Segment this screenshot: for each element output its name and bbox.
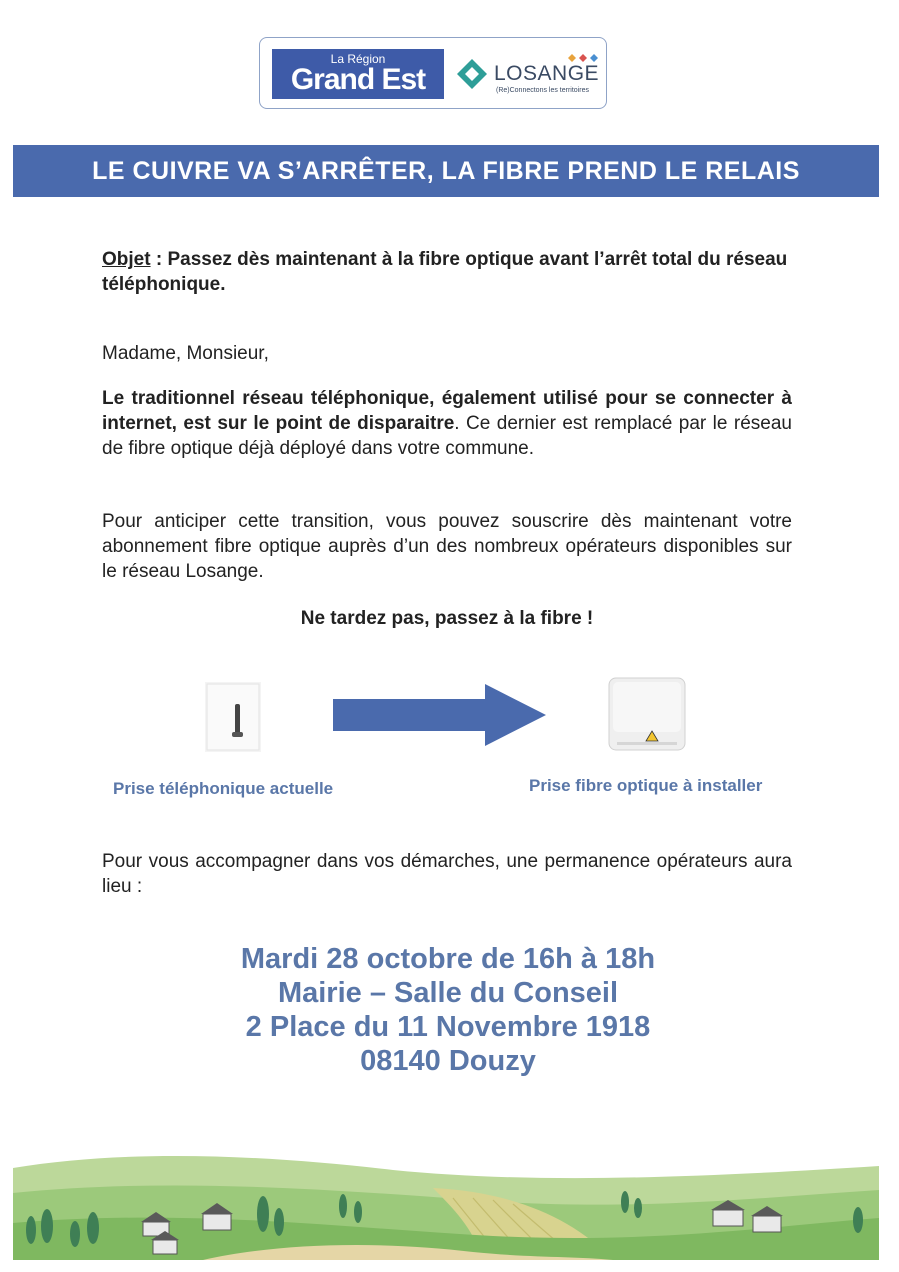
phone-socket-image — [205, 682, 261, 752]
event-details — [150, 942, 746, 1078]
page-title: LE CUIVRE VA S’ARRÊTER, LA FIBRE PREND LE RELAIS — [13, 145, 879, 197]
event-datetime: Mardi 28 octobre de 16h à 18h — [240, 943, 656, 975]
paragraph-3: Pour vous accompagner dans vos démarches, une permanence opérateurs aura lieu : — [102, 851, 792, 897]
partner-logos — [259, 37, 607, 109]
paragraph-1-bold: Le traditionnel réseau téléphonique, également utilisé pour se connecter à internet, est sur le point de disparaitre — [102, 388, 792, 434]
greeting: Madame, Monsieur, — [102, 343, 269, 364]
arrow-right-icon — [333, 684, 546, 746]
phone-caption: Prise téléphonique actuelle — [113, 779, 334, 798]
losange-tagline: (Re)Connectons les territoires — [496, 87, 589, 94]
fiber-caption: Prise fibre optique à installer — [529, 776, 763, 795]
objet-text: Passez dès maintenant à la fibre optique avant l’arrêt total du réseau téléphonique. — [102, 249, 788, 295]
landscape-illustration — [13, 1148, 879, 1260]
objet-separator: : — [150, 249, 168, 270]
paragraph-2: Pour anticiper cette transition, vous pouvez souscrire dès maintenant votre abonnement fibre optique auprès d’un des nombreux opérateurs disponibles sur le réseau Losange. — [102, 511, 792, 582]
objet-line — [102, 247, 792, 297]
paragraph-1-rest: . Ce dernier est remplacé par le réseau de fibre optique déjà déployé dans votre commune. — [102, 413, 793, 459]
region-big-text: Grand Est — [290, 63, 426, 96]
event-address: 2 Place du 11 Novembre 1918 — [245, 1011, 651, 1043]
objet-label: Objet — [102, 249, 151, 270]
event-city: 08140 Douzy — [360, 1045, 536, 1077]
losange-name: LOSANGE — [494, 62, 600, 85]
fiber-socket-image — [607, 676, 687, 752]
call-to-action: Ne tardez pas, passez à la fibre ! — [300, 608, 594, 629]
event-place: Mairie – Salle du Conseil — [277, 977, 619, 1009]
losange-diamond-icon — [456, 58, 488, 90]
paragraph-1 — [102, 386, 792, 461]
region-small-text: La Région — [330, 52, 386, 66]
losange-dots-icon — [568, 54, 598, 62]
region-grand-est-logo — [272, 49, 444, 99]
